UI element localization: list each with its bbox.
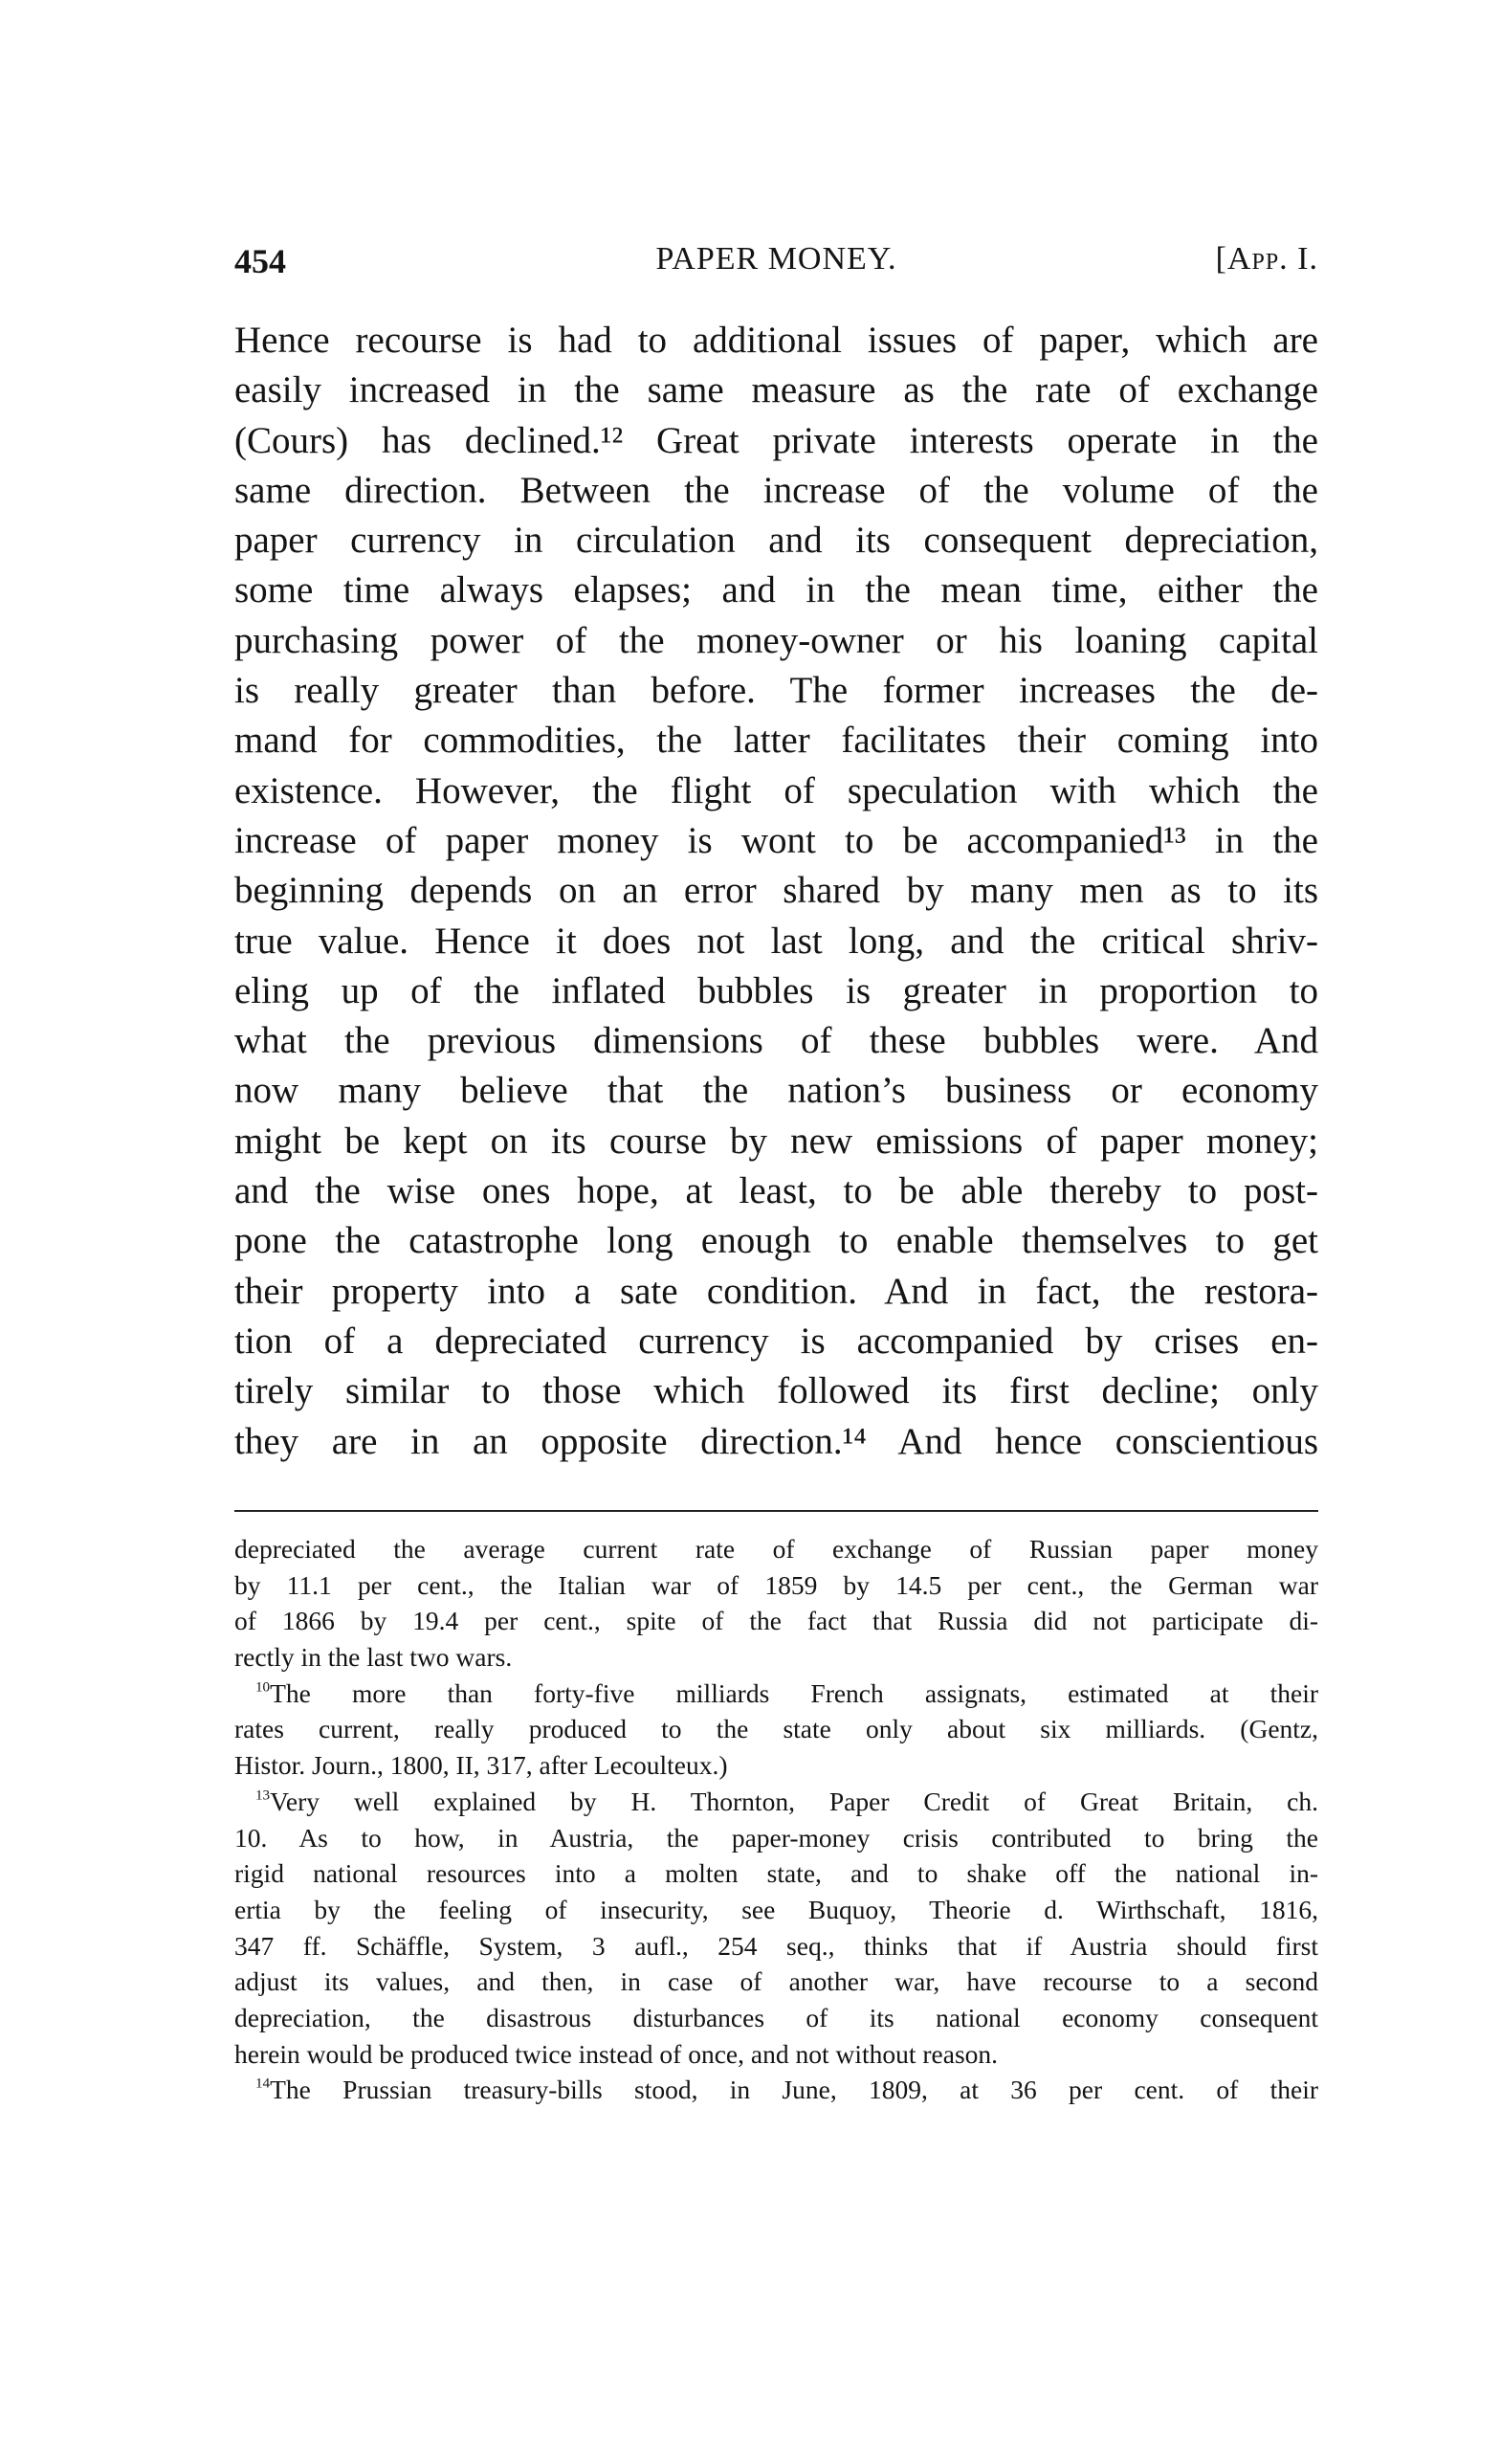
body-line: existence. However, the flight of speculation with which the: [234, 769, 1318, 811]
footnote-line: rates current, really produced to the state only about six milliards. (Gentz,: [234, 1714, 1318, 1744]
footnote-line: herein would be produced twice instead of once, and not without reason.: [234, 2038, 999, 2069]
body-line: is really greater than before. The former increases the de-: [234, 670, 1318, 712]
body-line: true value. Hence it does not last long, and the critical shriv-: [234, 920, 1318, 962]
body-line: pone the catastrophe long enough to enable themselves to get: [234, 1220, 1318, 1262]
footnote-line: The Prussian treasury-bills stood, in June, 1809, at 36 per cent. of their: [270, 2075, 1318, 2105]
body-line: Hence recourse is had to additional issues of paper, which are: [234, 320, 1318, 361]
body-line: their property into a sate condition. And in fact, the restora-: [234, 1270, 1318, 1312]
body-line: purchasing power of the money-owner or his loaning capital: [234, 619, 1318, 661]
footnote-continuation-line: by 11.1 per cent., the Italian war of 1859 by 14.5 per cent., the German war: [234, 1569, 1318, 1600]
body-text: [234, 316, 1318, 1467]
body-line: beginning depends on an error shared by many men as to its: [234, 870, 1318, 912]
body-line: some time always elapses; and in the mean time, either the: [234, 569, 1318, 611]
footnote-rule: [234, 1510, 1318, 1512]
footnote-14: [234, 2072, 1318, 2108]
body-line: paper currency in circulation and its consequent depreciation,: [234, 520, 1318, 562]
footnote-continuation-line: depreciated the average current rate of exchange of Russian paper money: [234, 1534, 1318, 1564]
section-label: [App. I.: [1215, 241, 1318, 277]
body-line: (Cours) has declined.¹² Great private interests operate in the: [234, 419, 1318, 461]
body-line: might be kept on its course by new emissions of paper money;: [234, 1120, 1318, 1162]
page-number: 454: [234, 242, 286, 280]
footnote-marker: 10: [255, 1679, 271, 1696]
footnote-marker: 13: [255, 1787, 271, 1804]
body-line: mand for commodities, the latter facilitates their coming into: [234, 720, 1318, 762]
body-line: tion of a depreciated currency is accompanied by crises en-: [234, 1320, 1318, 1362]
body-line: what the previous dimensions of these bubbles were. And: [234, 1020, 1318, 1062]
footnotes: [234, 1531, 1318, 2108]
body-line: they are in an opposite direction.¹⁴ And hence conscientious: [234, 1420, 1318, 1462]
footnote-13: [234, 1784, 1318, 1820]
footnote-line: adjust its values, and then, in case of another war, have recourse to a second: [234, 1966, 1318, 1997]
footnote-10: [234, 1676, 1318, 1712]
body-line: eling up of the inflated bubbles is greater in proportion to: [234, 969, 1318, 1011]
body-line: same direction. Between the increase of the volume of the: [234, 469, 1318, 511]
footnote-line: Very well explained by H. Thornton, Paper Credit of Great Britain, ch.: [270, 1786, 1318, 1816]
footnote-line: 347 ff. Schäffle, System, 3 aufl., 254 seq., thinks that if Austria should first: [234, 1930, 1318, 1961]
footnote-line: 10. As to how, in Austria, the paper-money crisis contributed to bring the: [234, 1822, 1318, 1853]
footnote-continuation-line: rectly in the last two wars.: [234, 1642, 513, 1673]
footnote-line: rigid national resources into a molten state, and to shake off the national in-: [234, 1858, 1318, 1889]
running-head: [234, 241, 1318, 289]
footnote-continuation-line: of 1866 by 19.4 per cent., spite of the fact that Russia did not participate di-: [234, 1606, 1318, 1636]
footnote-marker: 14: [255, 2076, 271, 2092]
footnote-line: ertia by the feeling of insecurity, see Buquoy, Theorie d. Wirthschaft, 1816,: [234, 1894, 1318, 1924]
footnote-line: depreciation, the disastrous disturbances of its national economy consequent: [234, 2002, 1318, 2032]
running-title: PAPER MONEY.: [655, 241, 897, 277]
footnote-line: The more than forty-five milliards French assignats, estimated at their: [270, 1677, 1318, 1708]
body-line: now many believe that the nation’s business or economy: [234, 1070, 1318, 1112]
body-line: and the wise ones hope, at least, to be able thereby to post-: [234, 1170, 1318, 1212]
footnote-line: Histor. Journ., 1800, II, 317, after Lecoulteux.): [234, 1750, 728, 1781]
body-line: tirely similar to those which followed its first decline; only: [234, 1370, 1318, 1412]
body-line: increase of paper money is wont to be accompanied¹³ in the: [234, 819, 1318, 861]
body-line: easily increased in the same measure as the rate of exchange: [234, 369, 1318, 411]
